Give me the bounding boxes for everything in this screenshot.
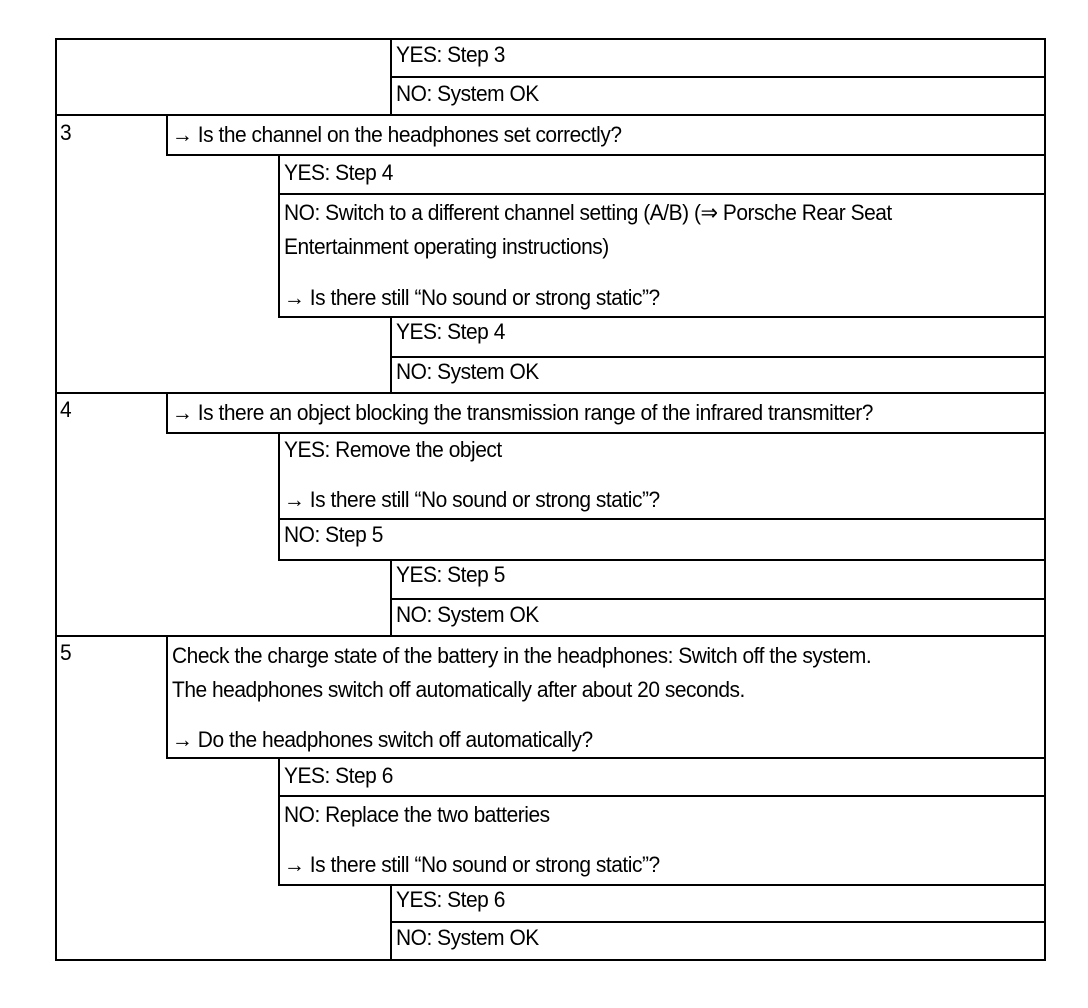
table-border-left <box>55 38 57 961</box>
divider <box>278 154 280 318</box>
step-instruction: Check the charge state of the battery in the headphones: Switch off the system. <box>172 643 872 668</box>
answer-yes: YES: Step 6 <box>396 887 505 912</box>
answer-no: NO: System OK <box>396 359 539 384</box>
answer-no: NO: Switch to a different channel setting (A/B) (⇒ Porsche Rear Seat <box>284 200 892 225</box>
table-border-right <box>1044 38 1046 961</box>
divider <box>278 518 1046 520</box>
step-instruction-continued: The headphones switch off automatically after about 20 seconds. <box>172 677 745 702</box>
step-number: 4 <box>60 397 72 422</box>
divider <box>390 356 1046 358</box>
divider <box>390 921 1046 923</box>
answer-yes: YES: Step 4 <box>396 319 505 344</box>
answer-no: NO: Replace the two batteries <box>284 802 550 827</box>
divider <box>278 316 1046 318</box>
answer-no: NO: Step 5 <box>284 522 383 547</box>
answer-yes: YES: Step 6 <box>284 763 393 788</box>
divider <box>390 76 1046 78</box>
divider <box>390 598 1046 600</box>
answer-no-continued: Entertainment operating instructions) <box>284 234 609 259</box>
divider <box>166 757 1046 759</box>
follow-up-question: → Is there still “No sound or strong static”? <box>284 487 660 512</box>
table-border-top <box>55 38 1046 40</box>
step-divider <box>55 635 1046 637</box>
follow-up-question: → Is there still “No sound or strong static”? <box>284 285 660 310</box>
divider <box>166 635 168 759</box>
answer-no: NO: System OK <box>396 925 539 950</box>
divider <box>166 392 168 434</box>
divider <box>166 154 1046 156</box>
answer-yes: YES: Remove the object <box>284 437 502 462</box>
step-divider <box>55 392 1046 394</box>
answer-yes: YES: Step 5 <box>396 562 505 587</box>
divider <box>278 757 280 886</box>
answer-no: NO: System OK <box>396 602 539 627</box>
divider <box>278 795 1046 797</box>
divider <box>278 884 1046 886</box>
answer-yes: YES: Step 4 <box>284 160 393 185</box>
table-border-bottom <box>55 959 1046 961</box>
divider <box>390 316 392 394</box>
divider <box>166 432 1046 434</box>
answer-no: NO: System OK <box>396 81 539 106</box>
divider <box>166 114 168 156</box>
follow-up-question: → Is there still “No sound or strong static”? <box>284 852 660 877</box>
step-number: 3 <box>60 120 72 145</box>
step-divider <box>55 114 1046 116</box>
divider <box>278 193 1046 195</box>
step-question: → Do the headphones switch off automatically? <box>172 727 593 752</box>
step-question: → Is the channel on the headphones set correctly? <box>172 122 622 147</box>
step-question: → Is there an object blocking the transmission range of the infrared transmitter? <box>172 400 873 425</box>
divider <box>278 559 1046 561</box>
step-number: 5 <box>60 640 72 665</box>
divider <box>278 432 280 561</box>
answer-yes: YES: Step 3 <box>396 42 505 67</box>
